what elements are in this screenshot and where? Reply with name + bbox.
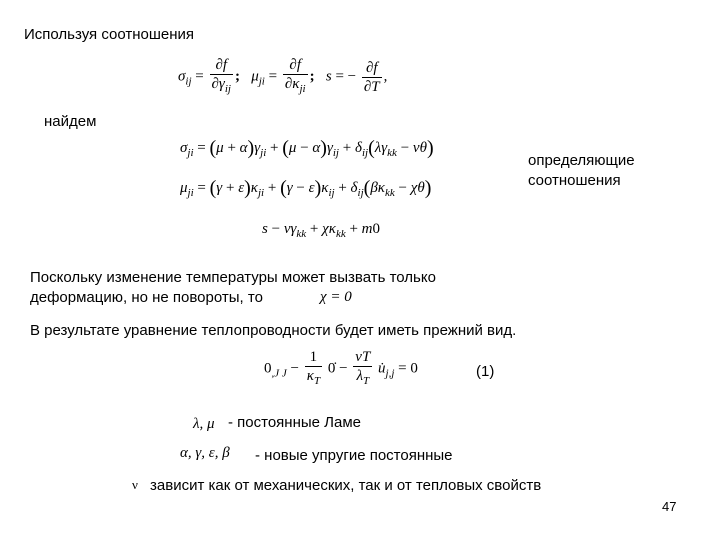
intro-text: Используя соотношения xyxy=(24,26,194,43)
equation-number: (1) xyxy=(476,363,495,380)
defining-label-line2: соотношения xyxy=(528,172,621,189)
equation-derivatives: $\sigma_{ij}$ = $\frac{\partial f}{\partial\gamma_{ij}}$ ; $\mu_{ji}$ = $\frac{\partial f}{\partial\kappa_{ji}}$ ; s = − $\frac{\partial f}{\partial T}$ , xyxy=(178,57,388,95)
equation-entropy: $s - \nu\gamma_{kk} + \chi\kappa_{kk} + m0$ xyxy=(262,221,381,240)
equation-mu: $\mu_{ji} = (\gamma + \varepsilon)\kappa_{ji} + (\gamma - \varepsilon)\kappa_{ij} + \delta_{ij}(\beta\kappa_{kk} - \chi\theta)$ xyxy=(180,177,432,199)
since-text-line1: Поскольку изменение температуры может вызвать только xyxy=(30,269,436,286)
lame-symbols: λ, μ xyxy=(193,416,215,432)
page-number: 47 xyxy=(662,499,677,514)
equation-sigma: $\sigma_{ji} = (\mu + \alpha)\gamma_{ji} + (\mu - \alpha)\gamma_{ij} + \delta_{ij}(\lambda\gamma_{kk} - \nu\theta)$ xyxy=(180,137,434,159)
new-constants-description: - новые упругие постоянные xyxy=(255,447,453,464)
chi-zero-math: χ = 0 xyxy=(320,289,352,305)
bullet-nu: ν xyxy=(132,477,138,492)
equation-heat: $0_{,J J}$ − $\frac{1}{\kappa_T}$ 0̇ − $\frac{\nu T}{\lambda_T}$ $u̇_{j,j} = 0$ xyxy=(264,349,418,387)
result-text: В результате уравнение теплопроводности будет иметь прежний вид. xyxy=(30,322,517,339)
greek-constants: α, γ, ε, β xyxy=(180,445,230,461)
depends-text: зависит как от механических, так и от тепловых свойств xyxy=(150,477,542,494)
lame-description: - постоянные Ламе xyxy=(228,414,361,431)
since-text-line2: деформацию, но не повороты, то xyxy=(30,289,263,306)
defining-label-line1: определяющие xyxy=(528,152,635,169)
found-text: найдем xyxy=(44,113,97,130)
